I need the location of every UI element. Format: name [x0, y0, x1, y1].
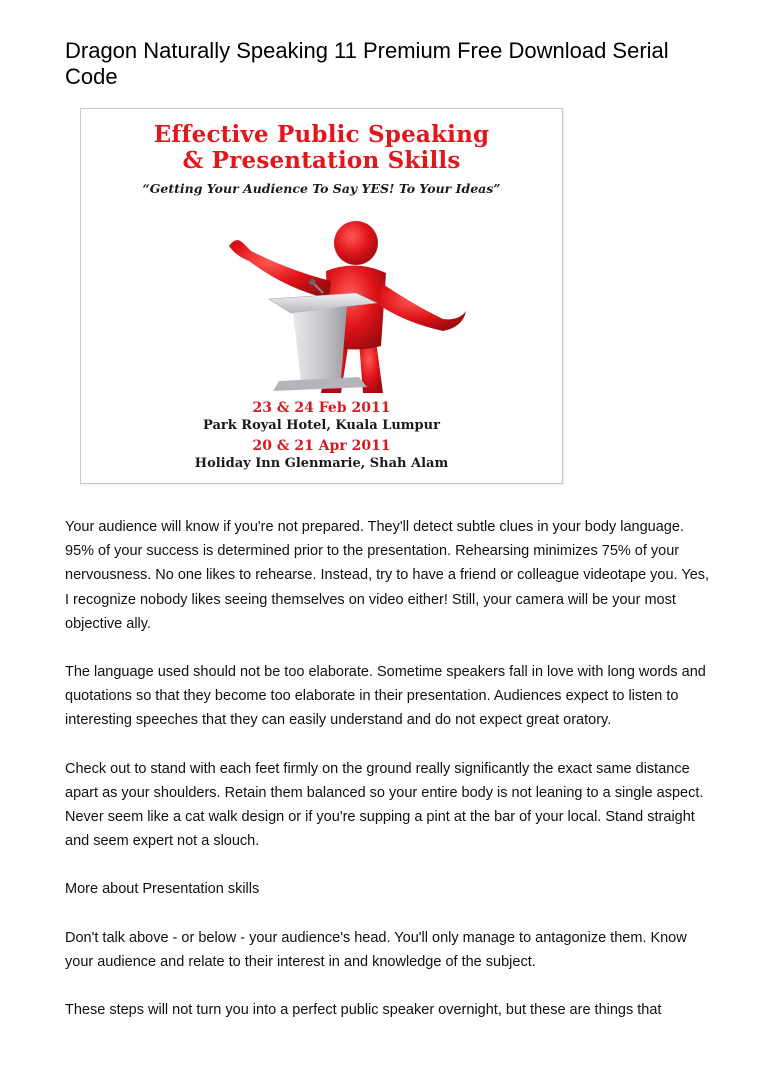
red-speaker-at-podium-illustration	[181, 201, 471, 396]
event-1-date: 23 & 24 Feb 2011	[252, 400, 391, 416]
paragraph: Don't talk above - or below - your audience's head. You'll only manage to antagonize them. Know your audience and relate to their interest in and knowledge of the subject.	[65, 929, 687, 970]
flyer-heading-line-1: Effective Public Speaking	[153, 121, 490, 148]
page-title: Dragon Naturally Speaking 11 Premium Free Download Serial Code	[65, 38, 669, 89]
event-1-venue: Park Royal Hotel, Kuala Lumpur	[203, 418, 440, 433]
presentation-skills-flyer-image	[80, 108, 563, 484]
event-2-venue: Holiday Inn Glenmarie, Shah Alam	[194, 456, 449, 471]
flyer-tagline: “Getting Your Audience To Say YES! To Your Ideas”	[142, 181, 501, 196]
paragraph: The language used should not be too elaborate. Sometime speakers fall in love with long words and quotations so that they become too elaborate in their presentation. Audiences expect to listen to interesting speeches that they can easily understand and do not expect great oratory.	[65, 664, 706, 729]
paragraph: These steps will not turn you into a perfect public speaker overnight, but these are things that	[65, 1002, 662, 1019]
flyer-heading-line-2: & Presentation Skills	[182, 147, 461, 174]
paragraph: Check out to stand with each feet firmly on the ground really significantly the exact same distance apart as your shoulders. Retain them balanced so your entire body is not leaning to a single aspect. Never seem like a cat walk design or if you're supping a pint at the bar of your local. Stand straight and seem expert not a slouch.	[65, 760, 704, 850]
event-2-date: 20 & 21 Apr 2011	[252, 438, 391, 454]
speaker-figure	[229, 221, 466, 393]
section-heading: More about Presentation skills	[65, 881, 260, 898]
paragraph: Your audience will know if you're not prepared. They'll detect subtle clues in your body language. 95% of your success is determined prior to the presentation. Rehearsing minimizes 75% of your nervousness. No one likes to rehearse. Instead, try to have a friend or colleague videotape you. Yes, I recognize nobody likes seeing themselves on video either! Still, your camera will be your most objective ally.	[65, 519, 710, 632]
article-body	[65, 515, 715, 1046]
